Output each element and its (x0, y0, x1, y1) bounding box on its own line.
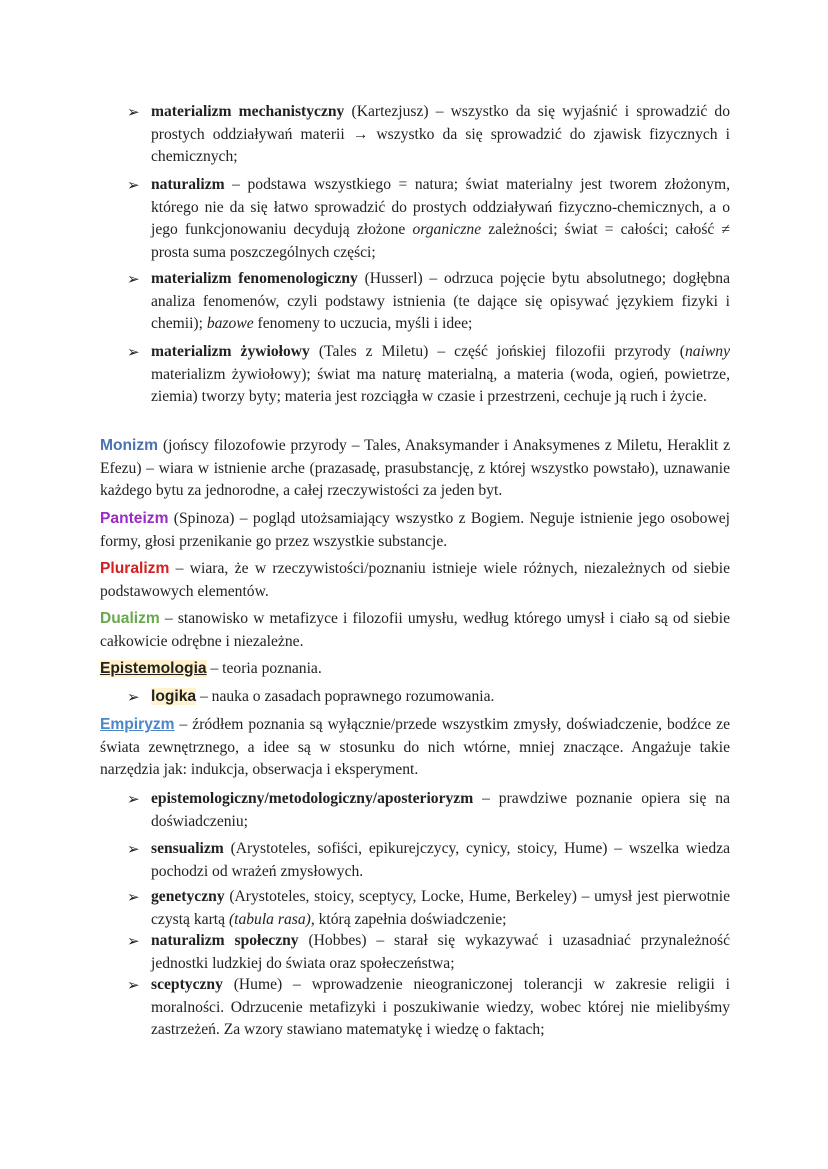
list-item-materializm-mechanistyczny: ➢ materializm mechanistyczny (Kartezjusz) – wszystko da się wyjaśnić i sprowadzić do prostych oddziaływań materii → wszystko da się sprowadzić do zjawisk fizycznych i chemicznych; (127, 103, 730, 166)
term-dualizm: Dualizm (100, 610, 160, 627)
term-logika: logika (151, 688, 197, 705)
arrow-bullet-icon: ➢ (127, 840, 140, 858)
paragraph-epistemologia: Epistemologia – teoria poznania. (100, 660, 322, 677)
arrow-bullet-icon: ➢ (127, 270, 140, 288)
arrow-bullet-icon: ➢ (127, 176, 140, 194)
list-item-sceptyczny: ➢ sceptyczny (Hume) – wprowadzenie nieograniczonej tolerancji w zakresie religii i moralności. Odrzucenie metafizyki i poszukiwanie wiedzy, wobec której nie mielibyśmy zastrzeżeń. Za wzory stawiano matematykę i wiedzę o faktach; (127, 976, 730, 1039)
list-item-naturalizm-spoleczny: ➢ naturalizm społeczny (Hobbes) – starał się wykazywać i uzasadniać przynależność jednostki ludzkiej do świata oraz społeczeństwa; (127, 932, 730, 972)
list-item-aposterioryzm: ➢ epistemologiczny/metodologiczny/aposterioryzm – prawdziwe poznanie opiera się na doświadczeniu; (127, 790, 730, 830)
term-pluralizm: Pluralizm (100, 560, 170, 577)
paragraph-dualizm: Dualizm – stanowisko w metafizyce i filozofii umysłu, według którego umysł i ciało są od siebie całkowicie odrębne i niezależne. (100, 610, 730, 650)
term-epistemologia: Epistemologia (100, 660, 207, 677)
arrow-bullet-icon: ➢ (127, 932, 140, 950)
list-item-materializm-zywiolowy: ➢ materializm żywiołowy (Tales z Miletu) – część jońskiej filozofii przyrody (naiwny materializm żywiołowy); świat ma naturę materialną, a materia (woda, ogień, powietrze, ziemia) tworzy byty; materia jest rozciągła w czasie i przestrzeni, cechuje ją ruch i życie. (127, 343, 731, 406)
paragraph-panteizm: Panteizm (Spinoza) – pogląd utożsamiający wszystko z Bogiem. Neguje istnienie jego osobowej formy, głosi przenikanie go przez wszystkie substancje. (100, 510, 730, 550)
term-panteizm: Panteizm (100, 510, 169, 527)
list-item-logika: ➢ logika – nauka o zasadach poprawnego rozumowania. (127, 686, 730, 709)
list-item-genetyczny: ➢ genetyczny (Arystoteles, stoicy, sceptycy, Locke, Hume, Berkeley) – umysł jest pierwotnie czystą kartą (tabula rasa), którą zapełnia doświadczenie; (127, 888, 730, 928)
list-item-materializm-fenomenologiczny: ➢ materializm fenomenologiczny (Husserl) – odrzuca pojęcie bytu absolutnego; dogłębna analiza fenomenów, czyli podstawy istnienia (te dające się opisywać językiem fizyki i chemii); bazowe fenomeny to uczucia, myśli i idee; (127, 270, 730, 333)
arrow-bullet-icon: ➢ (127, 688, 140, 706)
term-monizm: Monizm (100, 437, 159, 454)
arrow-bullet-icon: ➢ (127, 888, 140, 906)
list-item-sensualizm: ➢ sensualizm (Arystoteles, sofiści, epikurejczycy, cynicy, stoicy, Hume) – wszelka wiedza pochodzi od wrażeń zmysłowych. (127, 840, 730, 880)
list-item-naturalizm: ➢ naturalizm – podstawa wszystkiego = natura; świat materialny jest tworem złożonym, którego nie da się łatwo sprowadzić do prostych oddziaływań fizyczno-chemicznych, a o jego funkcjonowaniu decydują złożone organiczne zależności; świat = całości; całość ≠ prosta suma poszczególnych części; (127, 176, 730, 261)
paragraph-pluralizm: Pluralizm – wiara, że w rzeczywistości/poznaniu istnieje wiele różnych, niezależnych od siebie podstawowych elementów. (100, 560, 730, 600)
arrow-bullet-icon: ➢ (127, 976, 140, 994)
arrow-bullet-icon: ➢ (127, 103, 140, 121)
paragraph-empiryzm: Empiryzm – źródłem poznania są wyłącznie/przede wszystkim zmysły, doświadczenie, bodźce ze świata zewnętrznego, a idee są w stosunku do nich wtórne, mniej znaczące. Angażuje takie narzędzia jak: indukcja, obserwacja i eksperyment. (100, 716, 730, 779)
paragraph-monizm: Monizm (jońscy filozofowie przyrody – Tales, Anaksymander i Anaksymenes z Miletu, Heraklit z Efezu) – wiara w istnienie arche (prazasadę, prasubstancję, z której wszystko powstało), uznawanie każdego bytu za jednorodne, a całej rzeczywistości za jeden byt. (100, 437, 730, 500)
arrow-bullet-icon: ➢ (127, 343, 140, 361)
arrow-bullet-icon: ➢ (127, 790, 140, 808)
term-empiryzm: Empiryzm (100, 716, 175, 733)
